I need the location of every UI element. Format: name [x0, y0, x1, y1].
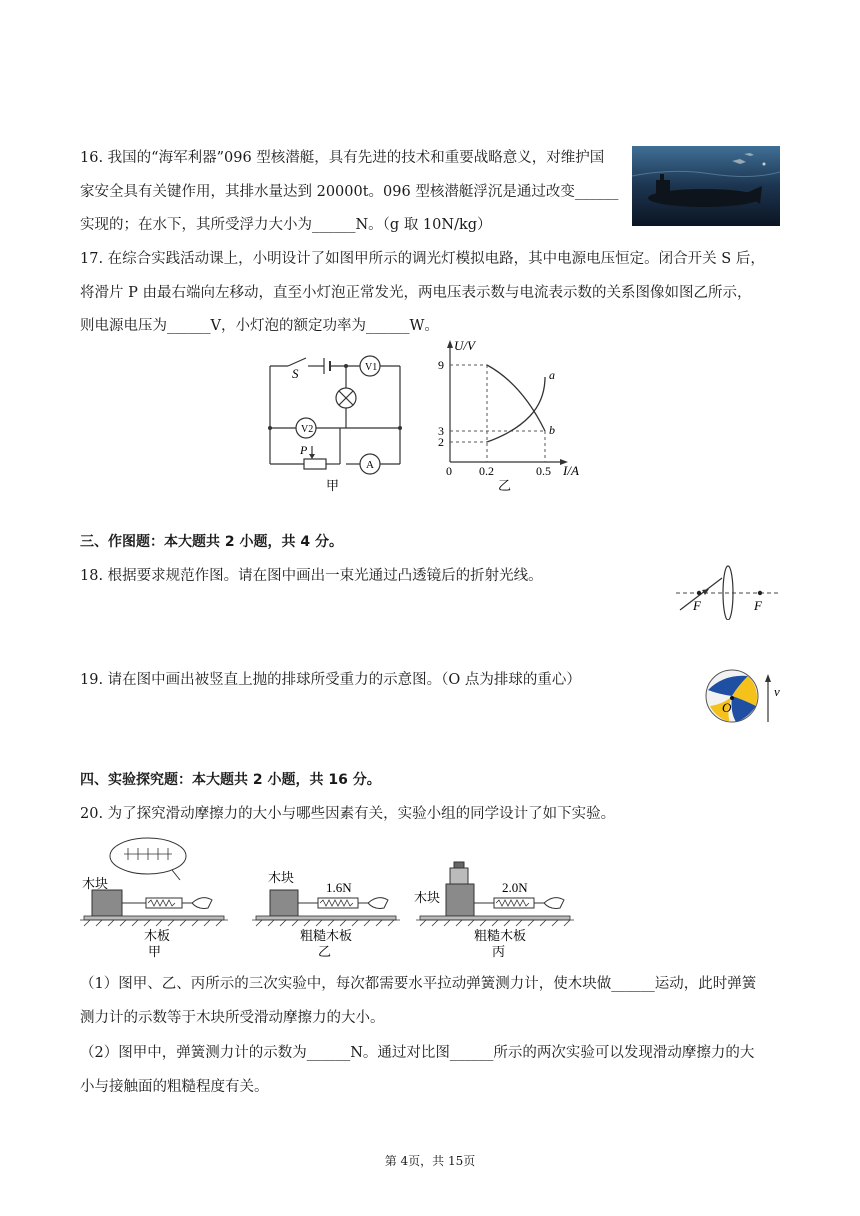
caption-bing: 丙 [492, 944, 506, 959]
graph-caption: 乙 [498, 478, 512, 493]
q17-line1: 17. 在综合实践活动课上，小明设计了如图甲所示的调光灯模拟电路，其中电源电压恒定。闭合开关 S 后， [80, 251, 765, 267]
q20-part1-line2: 测力计的示数等于木块所受滑动摩擦力的大小。 [80, 1010, 385, 1026]
caption-yi: 乙 [318, 944, 332, 959]
section-4-heading: 四、实验探究题：本大题共 2 小题，共 16 分。 [80, 772, 381, 788]
page-footer: 第 4页，共 15页 [384, 1154, 476, 1168]
q17-line2: 将滑片 P 由最右端向左移动，直至小灯泡正常发光，两电压表示数与电流表示数的关系图像如图乙所示， [80, 285, 752, 301]
experiment-figure-bing [414, 860, 576, 960]
v1-label: V1 [365, 362, 378, 373]
circuit-diagram [262, 346, 410, 496]
xtick-0.2: 0.2 [479, 464, 494, 478]
ytick-2: 2 [438, 435, 444, 449]
q17-line3: 则电源电压为______V，小灯泡的额定功率为______W。 [80, 318, 439, 334]
volleyball-figure [704, 668, 784, 728]
q16-line1: 16. 我国的“海军利器”096 型核潜艇，具有先进的技术和重要战略意义，对维护国 [80, 150, 605, 166]
ytick-3: 3 [438, 424, 444, 438]
curve-label-a: a [549, 368, 555, 382]
caption-jia: 甲 [148, 944, 162, 959]
circuit-caption: 甲 [326, 478, 340, 493]
switch-label: S [292, 366, 299, 381]
center-label-o: O [722, 700, 732, 715]
block-label-bing: 木块 [414, 890, 441, 905]
focus-label-left: F [693, 598, 701, 613]
q20-part2-line1: （2）图甲中，弹簧测力计的示数为______N。通过对比图______所示的两次实验可以发现滑动摩擦力的大 [80, 1045, 755, 1061]
experiment-figure-yi [252, 860, 402, 960]
submarine-image [632, 146, 780, 226]
lens-diagram [672, 560, 784, 620]
q20-part1-line1: （1）图甲、乙、丙所示的三次实验中，每次都需要水平拉动弹簧测力计，使木块做______运动，此时弹簧 [80, 976, 757, 992]
ui-graph [430, 334, 600, 496]
q19-text: 19. 请在图中画出被竖直上抛的排球所受重力的示意图。（O 点为排球的重心） [80, 672, 581, 688]
focus-label-right: F [754, 598, 762, 613]
curve-label-b: b [549, 423, 555, 437]
board-label-yi: 粗糙木板 [300, 928, 353, 943]
reading-yi: 1.6N [326, 880, 352, 895]
v2-label: V2 [301, 424, 314, 435]
board-label-bing: 粗糙木板 [474, 928, 527, 943]
graph-xlabel: I/A [563, 463, 579, 478]
xtick-0.5: 0.5 [536, 464, 551, 478]
block-label-yi: 木块 [268, 870, 295, 885]
q20-intro: 20. 为了探究滑动摩擦力的大小与哪些因素有关，实验小组的同学设计了如下实验。 [80, 806, 616, 822]
experiment-figure-jia [80, 832, 230, 960]
q18-text: 18. 根据要求规范作图。请在图中画出一束光通过凸透镜后的折射光线。 [80, 568, 543, 584]
ytick-9: 9 [438, 358, 444, 372]
q16-line2: 家安全具有关键作用，其排水量达到 20000t。096 型核潜艇浮沉是通过改变______ [80, 184, 619, 200]
section-3-heading: 三、作图题：本大题共 2 小题，共 4 分。 [80, 534, 343, 550]
q16-line3: 实现的；在水下，其所受浮力大小为______N。（g 取 10N/kg） [80, 217, 492, 233]
xtick-0: 0 [446, 464, 452, 478]
ammeter-label: A [366, 459, 374, 471]
board-label-jia: 木板 [144, 928, 171, 943]
reading-bing: 2.0N [502, 880, 528, 895]
slider-label: P [300, 443, 308, 457]
velocity-label: v [774, 684, 780, 699]
graph-ylabel: U/V [454, 338, 475, 353]
block-label-jia: 木块 [82, 876, 109, 891]
q20-part2-line2: 小与接触面的粗糙程度有关。 [80, 1079, 269, 1095]
